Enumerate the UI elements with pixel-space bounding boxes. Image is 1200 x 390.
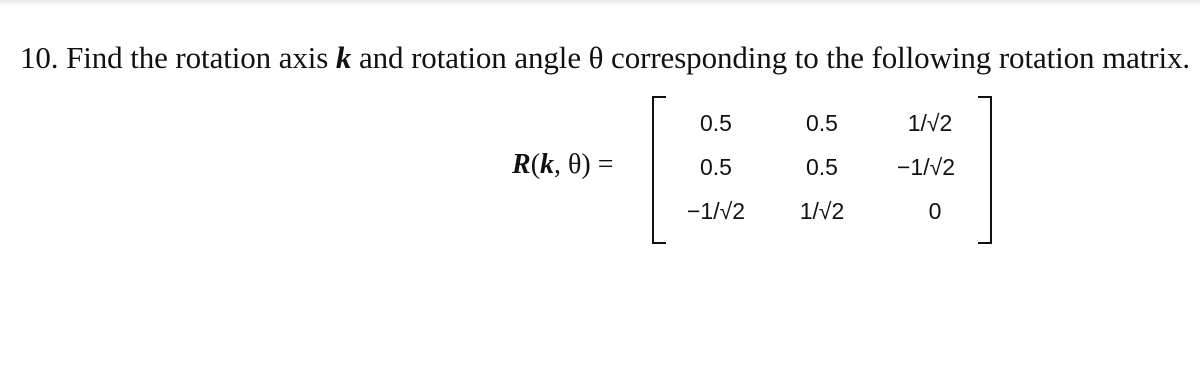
matrix-cell-r2c1: 0.5: [700, 154, 732, 180]
matrix-cell-r3c1: −1/√2: [686, 198, 746, 224]
question-text-after: corresponding to the following rotation matrix.: [611, 40, 1191, 75]
lhs-rest: , θ) =: [554, 149, 614, 180]
matrix-cell-r2c2: 0.5: [806, 154, 838, 180]
matrix-cell-r1c1: 0.5: [700, 110, 732, 136]
matrix-cell-r2c3: −1/√2: [896, 154, 956, 180]
question-text: [20, 38, 1190, 78]
lhs-axis-symbol: k: [540, 149, 555, 180]
rotation-matrix: [652, 96, 992, 240]
matrix-cell-r1c2: 0.5: [806, 110, 838, 136]
matrix-cell-r1c3: 1/√2: [907, 110, 953, 136]
equation-lhs: [512, 145, 614, 185]
angle-symbol: θ: [588, 40, 604, 75]
axis-symbol: k: [335, 40, 352, 75]
question-number: 10.: [20, 40, 59, 75]
top-divider: [0, 0, 1200, 6]
matrix-cell-r3c2: 1/√2: [799, 198, 845, 224]
matrix-cell-r3c3: 0: [928, 198, 942, 224]
question-text-before: Find the rotation axis: [66, 40, 329, 75]
lhs-open-paren: (: [530, 149, 541, 180]
question-text-middle: and rotation angle: [358, 40, 581, 75]
rotation-symbol: R: [512, 149, 531, 180]
